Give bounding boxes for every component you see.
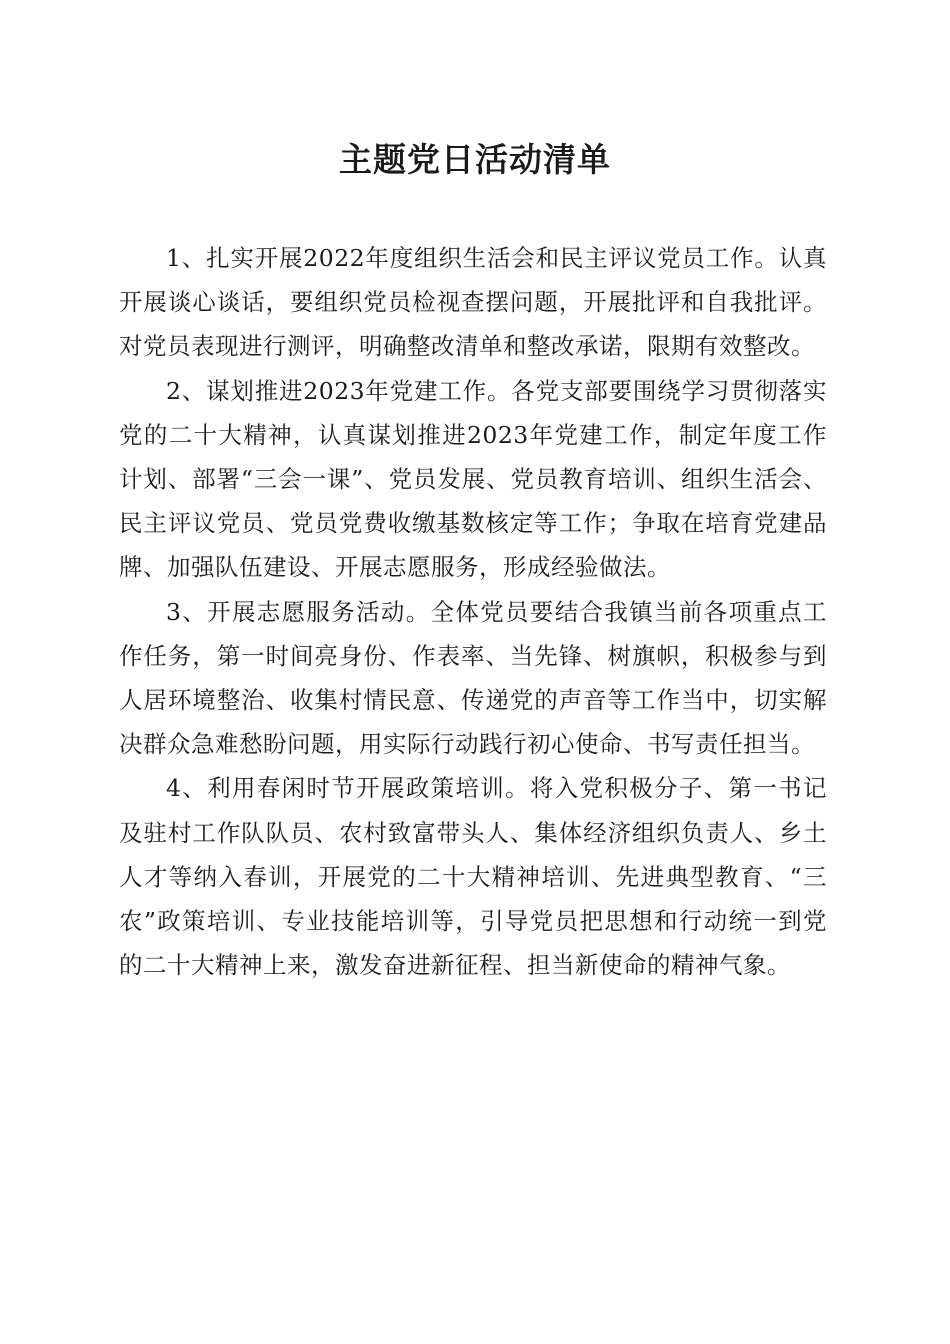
document-body (119, 236, 827, 987)
paragraph-4: 4、利用春闲时节开展政策培训。将入党积极分子、第一书记及驻村工作队队员、农村致富带头人、集体经济组织负责人、乡土人才等纳入春训，开展党的二十大精神培训、先进典型教育、“三农”政策培训、专业技能培训等，引导党员把思想和行动统一到党的二十大精神上来，激发奋进新征程、担当新使命的精神气象。 (119, 774, 827, 980)
paragraph-1: 1、扎实开展2022年度组织生活会和民主评议党员工作。认真开展谈心谈话，要组织党员检视查摆问题，开展批评和自我批评。对党员表现进行测评，明确整改清单和整改承诺，限期有效整改。 (119, 244, 827, 361)
paragraph-3: 3、开展志愿服务活动。全体党员要结合我镇当前各项重点工作任务，第一时间亮身份、作表率、当先锋、树旗帜，积极参与到人居环境整治、收集村情民意、传递党的声音等工作当中，切实解决群众急难愁盼问题，用实际行动践行初心使命、书写责任担当。 (119, 597, 827, 759)
document-title: 主题党日活动清单 (339, 140, 611, 179)
paragraph-2: 2、谋划推进2023年党建工作。各党支部要围绕学习贯彻落实党的二十大精神，认真谋划推进2023年党建工作，制定年度工作计划、部署“三会一课”、党员发展、党员教育培训、组织生活会、民主评议党员、党员党费收缴基数核定等工作；争取在培育党建品牌、加强队伍建设、开展志愿服务，形成经验做法。 (119, 376, 827, 582)
